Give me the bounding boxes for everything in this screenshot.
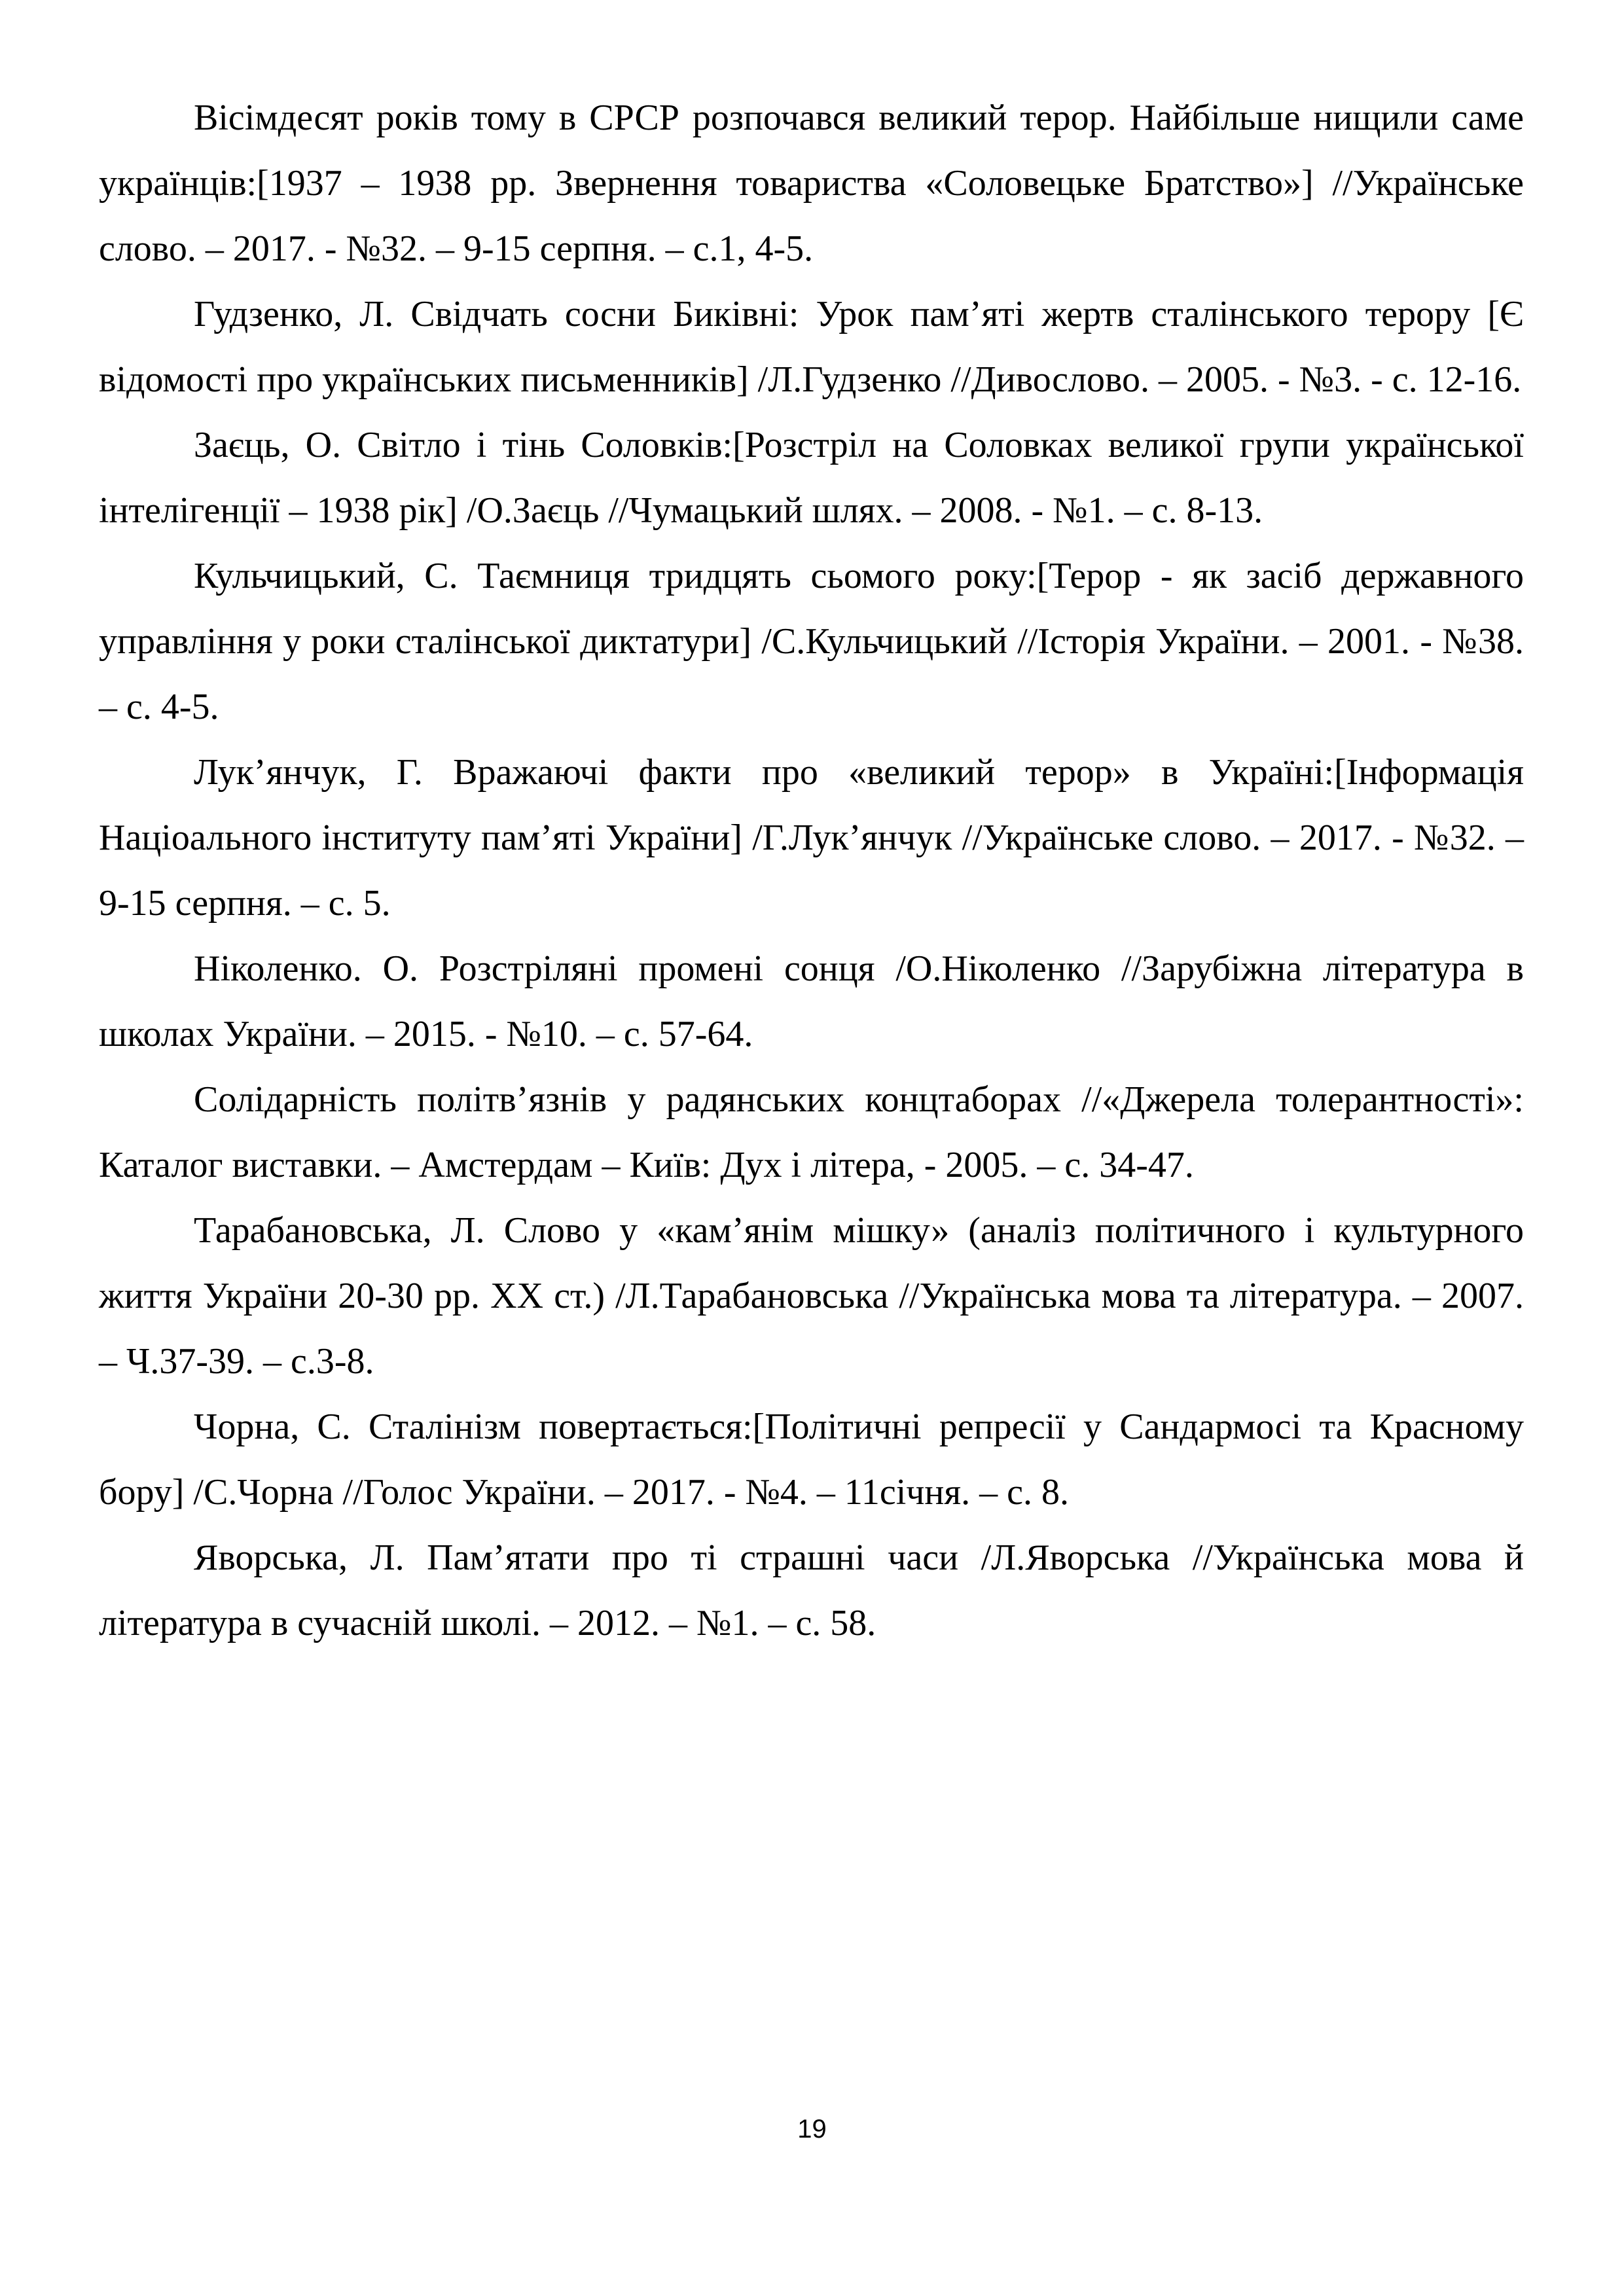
bibliography-entry: Вісімдесят років тому в СРСР розпочався великий терор. Найбільше нищили саме українців:[1937 – 1938 рр. Звернення товариства «Соловецьке Братство»] //Українське слово. – 2017. - №32. – 9-15 серпня. – с.1, 4-5. xyxy=(99,98,1524,269)
bibliography-entry: Чорна, С. Сталінізм повертається:[Політичні репресії у Сандармосі та Красному бору] /С.Чорна //Голос України. – 2017. - №4. – 11січня. – с. 8. xyxy=(99,1407,1524,1513)
bibliography-entry: Яворська, Л. Пам’ятати про ті страшні часи /Л.Яворська //Українська мова й література в сучасній школі. – 2012. – №1. – с. 58. xyxy=(99,1537,1524,1643)
bibliography-entry: Заєць, О. Світло і тінь Соловків:[Розстріл на Соловках великої групи української інтелігенції – 1938 рік] /О.Заєць //Чумацький шлях. – 2008. - №1. – с. 8-13. xyxy=(99,425,1524,531)
bibliography-list xyxy=(99,85,1524,1656)
page-number: 19 xyxy=(797,2115,827,2144)
bibliography-entry: Кульчицький, С. Таємниця тридцять сьомого року:[Терор - як засіб державного управління у роки сталінської диктатури] /С.Кульчицький //Історія України. – 2001. - №38. – с. 4-5. xyxy=(99,556,1524,727)
bibliography-entry: Ніколенко. О. Розстріляні промені сонця /О.Ніколенко //Зарубіжна література в школах України. – 2015. - №10. – с. 57-64. xyxy=(99,948,1524,1054)
bibliography-entry: Тарабановська, Л. Слово у «кам’янім мішку» (аналіз політичного і культурного життя України 20-30 рр. ХХ ст.) /Л.Тарабановська //Українська мова та література. – 2007. – Ч.37-39. – с.3-8. xyxy=(99,1210,1524,1382)
bibliography-entry: Солідарність політв’язнів у радянських концтаборах //«Джерела толерантності»: Каталог виставки. – Амстердам – Київ: Дух і літера, - 2005. – с. 34-47. xyxy=(99,1079,1524,1185)
bibliography-entry: Гудзенко, Л. Свідчать сосни Биківні: Урок пам’яті жертв сталінського терору [Є відомості про українських письменників] /Л.Гудзенко //Дивослово. – 2005. - №3. - с. 12-16. xyxy=(99,294,1524,400)
bibliography-entry: Лук’янчук, Г. Вражаючі факти про «великий терор» в Україні:[Інформація Націоального інституту пам’яті України] /Г.Лук’янчук //Українське слово. – 2017. - №32. – 9-15 серпня. – с. 5. xyxy=(99,752,1524,924)
